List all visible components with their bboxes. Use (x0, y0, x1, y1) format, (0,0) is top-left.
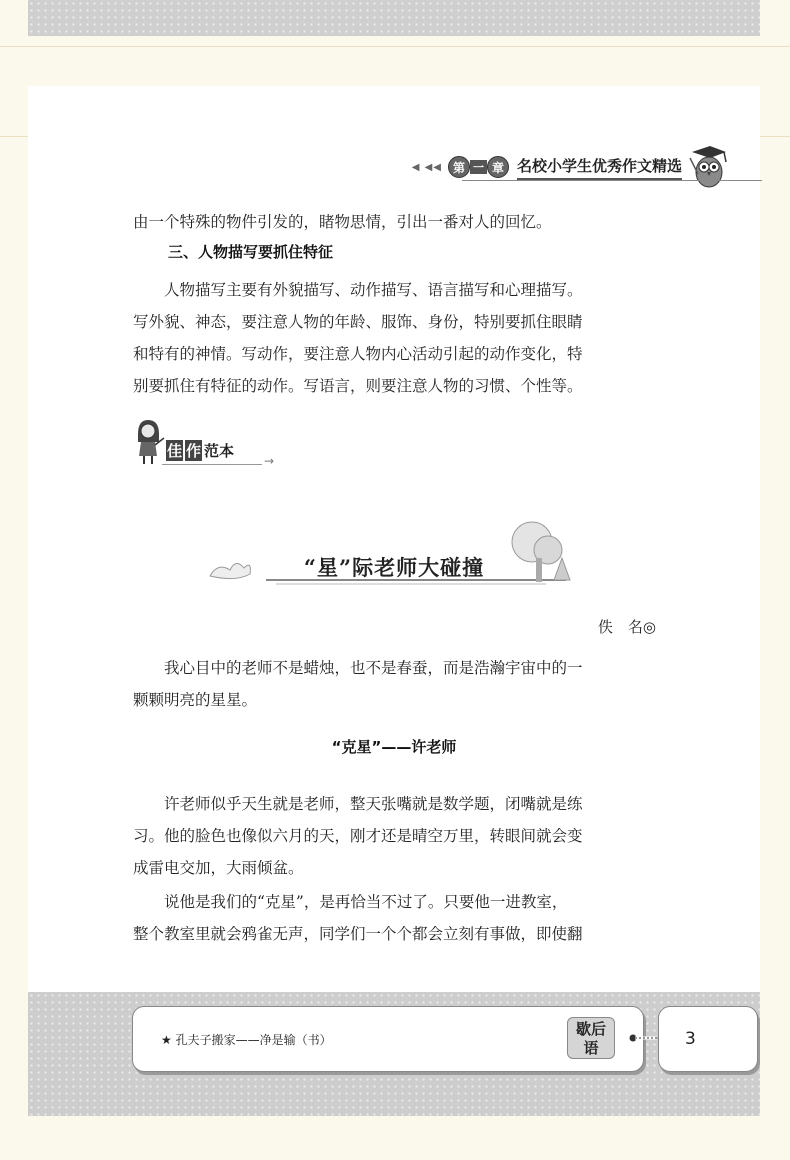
chapter-badge: 第 一 章 (448, 156, 509, 178)
essay-subheading: “克星”——许老师 (331, 738, 457, 756)
proverb-text: ★ 孔夫子搬家——净是输（书） (161, 1033, 332, 1047)
essay-paragraph: 说他是我们的“克星”，是再恰当不过了。只要他一进教室， 整个教室里就会鸦雀无声，同学们一个个都会立刻有事做，即使翻 (133, 893, 583, 943)
book-page (28, 86, 760, 1116)
teacher-icon (132, 416, 166, 466)
intro-line: 由一个特殊的物件引发的，睹物思情，引出一番对人的回忆。 (133, 213, 552, 231)
model-essay-badge (132, 416, 275, 470)
badge-underline (162, 464, 262, 465)
top-dotted-band (28, 0, 760, 36)
essay-title: “星”际老师大碰撞 (303, 555, 485, 580)
intro-paragraph: 人物描写主要有外貌描写、动作描写、语言描写和心理描写。 写外貌、神态，要注意人物的年龄、服饰、身份，特别要抓住眼睛 和特有的神情。写动作，要注意人物内心活动引起的动作变化，特 别要抓住有特征的动作。写语言，则要注意人物的习惯、个性等。 (133, 281, 583, 395)
essay-author: 佚 名◎ (597, 618, 656, 636)
arrow-right-icon: → (264, 454, 275, 468)
page-number-box (658, 1006, 758, 1072)
background-rule (0, 46, 790, 47)
page-number: 3 (685, 1029, 696, 1049)
section-heading: 三、人物描写要抓住特征 (168, 243, 334, 261)
running-header (412, 144, 730, 190)
essay-paragraph: 我心目中的老师不是蜡烛，也不是春蚕，而是浩瀚宇宙中的一 颗颗明亮的星星。 (133, 659, 583, 709)
badge-label: 范本 (204, 442, 235, 460)
series-title: 名校小学生优秀作文精选 (517, 155, 682, 180)
badge-char: 作 (186, 442, 202, 460)
badge-char: 佳 (167, 442, 183, 460)
owl-graduate-icon (686, 144, 730, 190)
double-arrow-left-icon: ◀ ◀◀ (411, 161, 442, 173)
proverb-tag: 歇后 语 (567, 1017, 615, 1059)
header-underline (462, 180, 762, 181)
proverb-box (132, 1006, 644, 1072)
essay-paragraph: 许老师似乎天生就是老师，整天张嘴就是数学题，闭嘴就是练 习。他的脸色也像似六月的天，刚才还是晴空万里，转眼间就会变 成雷电交加，大雨倾盆。 (133, 795, 583, 877)
